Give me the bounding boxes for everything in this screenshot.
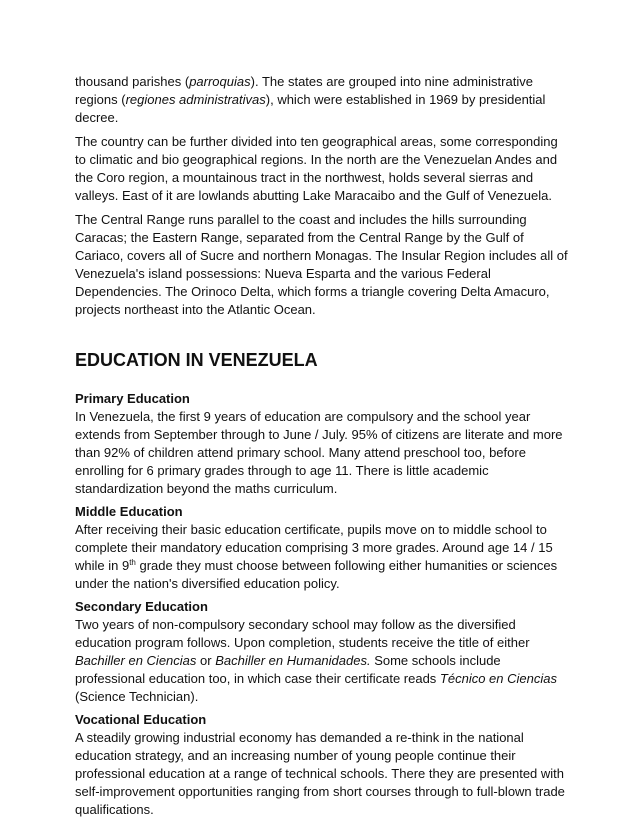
secondary-education-section (75, 598, 570, 706)
primary-education-section (75, 390, 570, 498)
primary-education-text: In Venezuela, the first 9 years of education are compulsory and the school year extends from September through to June / July. 95% of citizens are literate and more than 92% of children attend primary school. Many attend preschool too, before enrolling for 6 primary grades through to age 11. There is little academic standardization beyond the maths curriculum. (75, 409, 563, 496)
primary-education-title: Primary Education (75, 391, 190, 406)
vocational-education-section (75, 711, 570, 819)
document-page (75, 73, 570, 824)
intro-paragraph-ranges: The Central Range runs parallel to the coast and includes the hills surrounding Caracas; the Eastern Range, separated from the Central Range by the Gulf of Cariaco, covers all of Sucre and northern Monagas. The Insular Region includes all of Venezuela's island possessions: Nueva Esparta and the various Federal Dependencies. The Orinoco Delta, which forms a triangle covering Delta Amacuro, projects northeast into the Atlantic Ocean. (75, 212, 568, 317)
vocational-education-title: Vocational Education (75, 712, 207, 727)
middle-education-section (75, 503, 570, 593)
middle-education-text: After receiving their basic education certificate, pupils move on to middle school to complete their mandatory education comprising 3 more grades. Around age 14 / 15 while in 9th grade they must choose between following either humanities or sciences under the nation's diversified education policy. (75, 522, 558, 591)
education-heading: EDUCATION IN VENEZUELA (75, 350, 318, 370)
middle-education-title: Middle Education (75, 504, 183, 519)
intro-paragraph-geography: The country can be further divided into ten geographical areas, some corresponding to climatic and bio geographical regions. In the north are the Venezuelan Andes and the Coro region, a mountainous tract in the northwest, holds several sierras and valleys. East of it are lowlands abutting Lake Maracaibo and the Gulf of Venezuela. (75, 134, 558, 203)
vocational-education-text: A steadily growing industrial economy has demanded a re-think in the national education strategy, and an increasing number of young people continue their professional education at a range of technical schools. There they are presented with self-improvement opportunities ranging from short courses through to full-blown trade qualifications. (75, 730, 565, 817)
secondary-education-text: Two years of non-compulsory secondary school may follow as the diversified education program follows. Upon completion, students receive the title of either Bachiller en Ciencias or Bachiller en Humanidades. Some schools include professional education too, in which case their certificate reads Técnico en Ciencias (Science Technician). (75, 617, 557, 704)
secondary-education-title: Secondary Education (75, 599, 208, 614)
intro-paragraph-parishes: thousand parishes (parroquias). The states are grouped into nine administrative regions (regiones administrativas), which were established in 1969 by presidential decree. (75, 74, 546, 125)
